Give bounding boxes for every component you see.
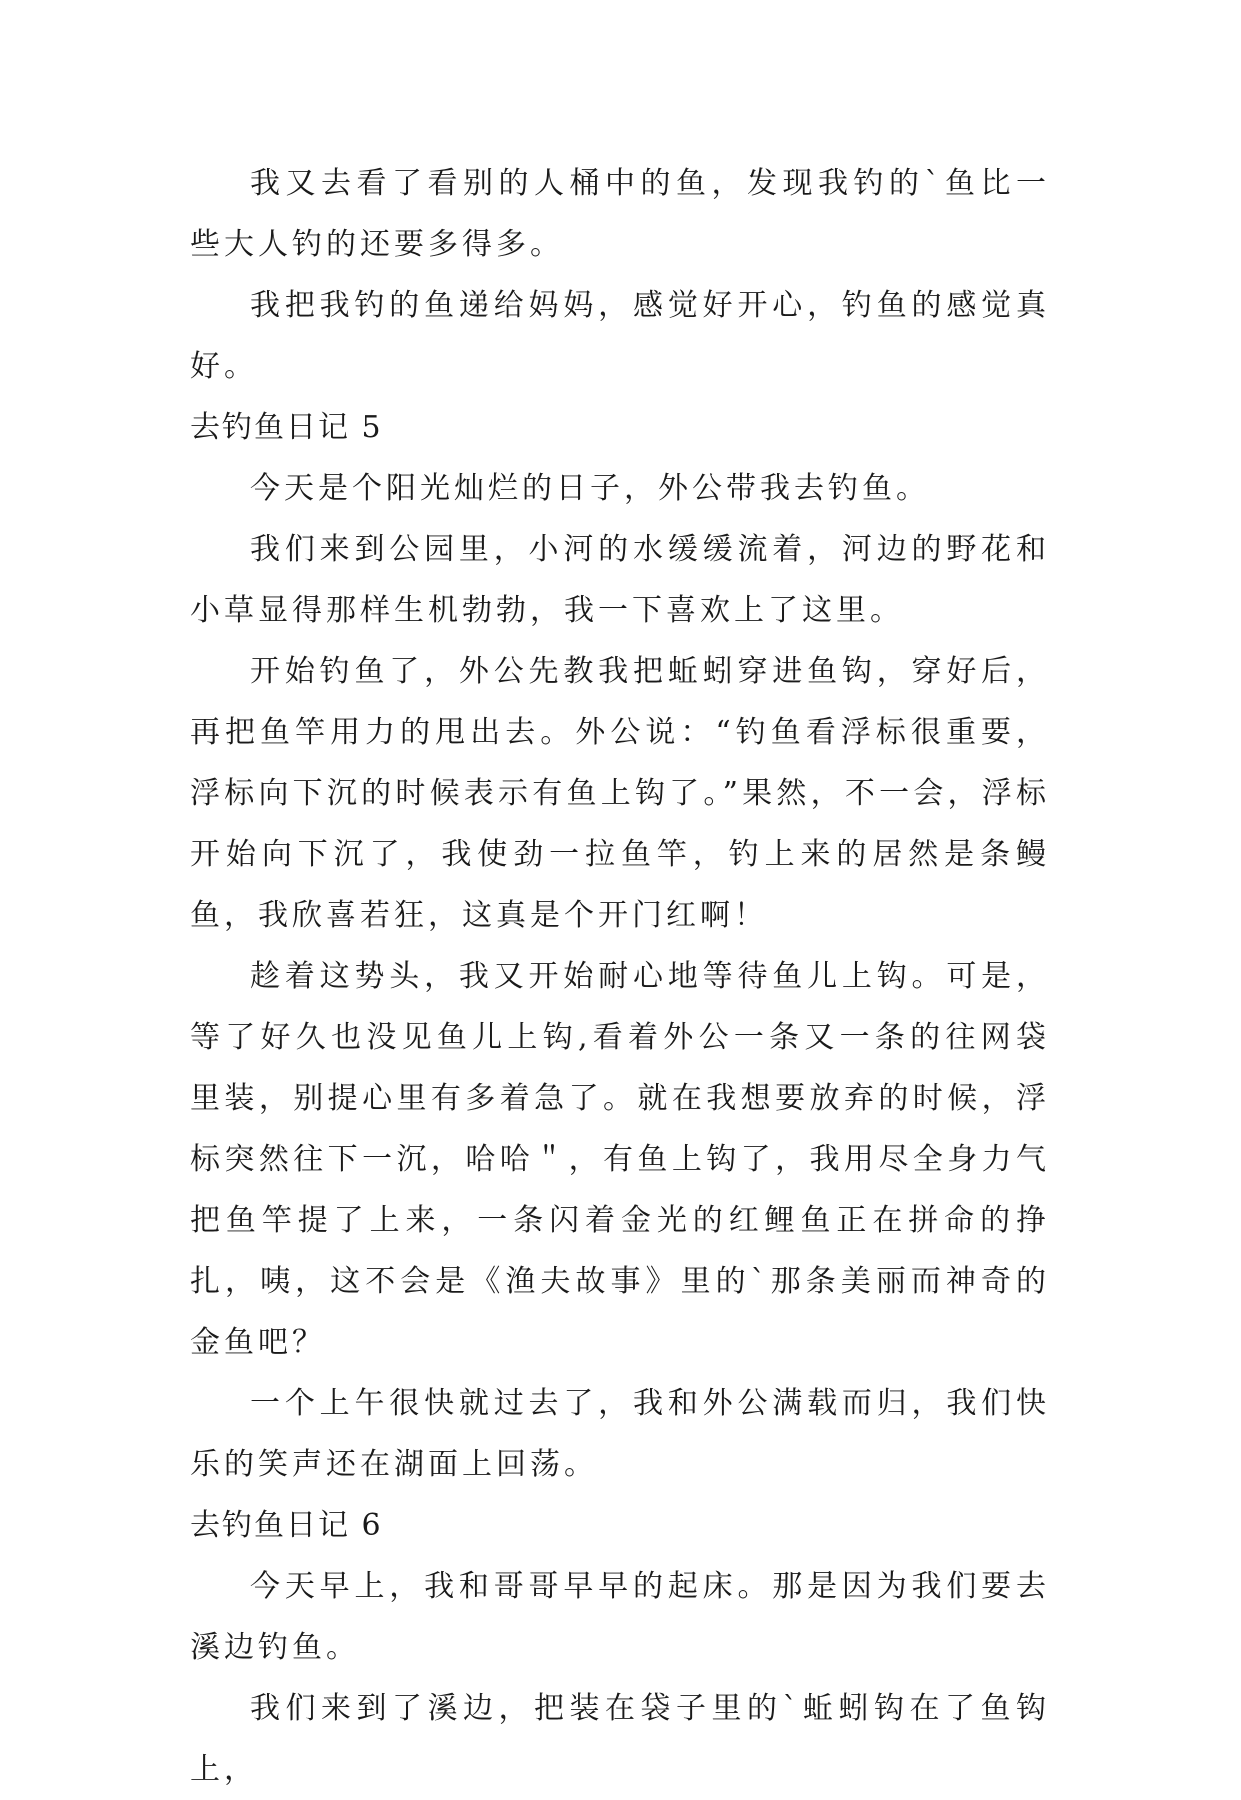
paragraph: 今天早上，我和哥哥早早的起床。那是因为我们要去溪边钓鱼。 bbox=[190, 1569, 1050, 1665]
paragraph: 一个上午很快就过去了，我和外公满载而归，我们快乐的笑声还在湖面上回荡。 bbox=[190, 1386, 1050, 1482]
section-heading: 去钓鱼日记 5 bbox=[190, 410, 383, 445]
paragraph: 开始钓鱼了，外公先教我把蚯蚓穿进鱼钩，穿好后，再把鱼竿用力的甩出去。外公说：“钓鱼看浮标很重要，浮标向下沉的时候表示有鱼上钩了。”果然，不一会，浮标开始向下沉了，我使劲一拉鱼竿，钓上来的居然是条鳗鱼，我欣喜若狂，这真是个开门红啊！ bbox=[190, 654, 1050, 933]
paragraph: 我们来到公园里，小河的水缓缓流着，河边的野花和小草显得那样生机勃勃，我一下喜欢上了这里。 bbox=[190, 532, 1050, 628]
paragraph: 我又去看了看别的人桶中的鱼，发现我钓的`鱼比一些大人钓的还要多得多。 bbox=[190, 166, 1050, 262]
paragraph: 我把我钓的鱼递给妈妈，感觉好开心，钓鱼的感觉真好。 bbox=[190, 288, 1050, 384]
paragraph: 趁着这势头，我又开始耐心地等待鱼儿上钩。可是，等了好久也没见鱼儿上钩,看着外公一条又一条的往网袋里装，别提心里有多着急了。就在我想要放弃的时候，浮标突然往下一沉，哈哈＂，有鱼上钩了，我用尽全身力气把鱼竿提了上来，一条闪着金光的红鲤鱼正在拼命的挣扎，咦，这不会是《渔夫故事》里的`那条美丽而神奇的金鱼吧？ bbox=[190, 959, 1050, 1360]
document-body bbox=[190, 153, 1050, 1800]
section-heading: 去钓鱼日记 6 bbox=[190, 1508, 383, 1543]
paragraph: 今天是个阳光灿烂的日子，外公带我去钓鱼。 bbox=[250, 471, 930, 506]
paragraph: 我们来到了溪边，把装在袋子里的`蚯蚓钩在了鱼钩上， bbox=[190, 1691, 1050, 1787]
